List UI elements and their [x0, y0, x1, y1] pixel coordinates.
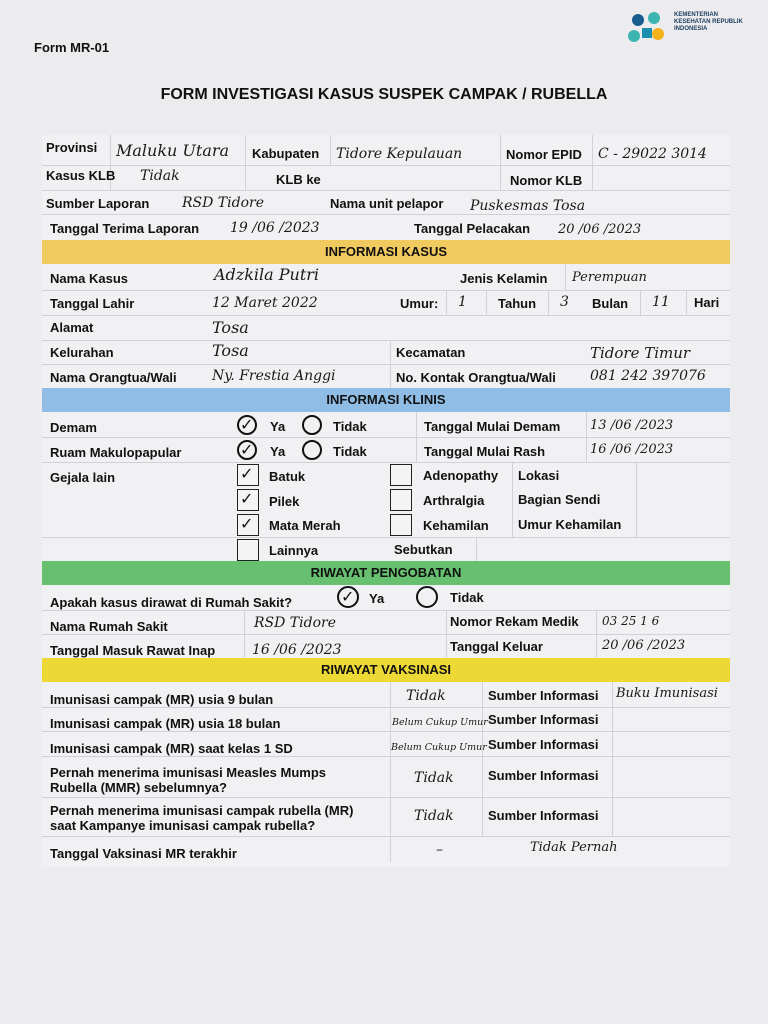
nama-kasus-value: Adzkila Putri	[214, 265, 320, 284]
ruam-label: Ruam Makulopapular	[50, 445, 182, 460]
vaks-kampanye-value: Tidak	[414, 808, 454, 824]
vaks-18-bulan-label: Imunisasi campak (MR) usia 18 bulan	[50, 716, 281, 731]
bagian-sendi-label: Bagian Sendi	[518, 492, 601, 507]
ruam-ya-radio[interactable]	[237, 440, 257, 460]
provinsi-value: Maluku Utara	[116, 141, 230, 160]
tahun-value: 3	[560, 294, 569, 310]
vaks-9-bulan-label: Imunisasi campak (MR) usia 9 bulan	[50, 692, 274, 707]
ruam-tidak-label: Tidak	[333, 444, 367, 459]
demam-tidak-label: Tidak	[333, 419, 367, 434]
form-title: FORM INVESTIGASI KASUS SUSPEK CAMPAK / RUBELLA	[160, 86, 608, 103]
kontak-orangtua-value: 081 242 397076	[590, 368, 706, 384]
vaks-9-bulan-sumber: Buku Imunisasi	[616, 686, 718, 701]
nama-rumah-sakit-value: RSD Tidore	[254, 615, 336, 631]
mata-merah-checkbox[interactable]	[237, 514, 259, 536]
lokasi-label: Lokasi	[518, 468, 560, 483]
epid-label: Nomor EPID	[506, 147, 582, 162]
kasus-klb-label: Kasus KLB	[46, 168, 116, 183]
alamat-value: Tosa	[212, 318, 249, 337]
tanggal-vaksinasi-label: Tanggal Vaksinasi MR terakhir	[50, 846, 237, 861]
lainnya-checkbox[interactable]	[237, 539, 259, 561]
sebutkan-label: Sebutkan	[394, 542, 453, 557]
adenopathy-checkbox[interactable]	[390, 464, 412, 486]
sumber-laporan-label: Sumber Laporan	[46, 196, 150, 211]
form-code: Form MR-01	[34, 40, 110, 55]
ruam-tidak-radio[interactable]	[302, 440, 322, 460]
vaks-18-bulan-value: Belum Cukup Umur	[392, 717, 488, 728]
vaks-kampanye-label-1: Pernah menerima imunisasi campak rubella (MR)	[50, 803, 354, 818]
tanggal-terima-value: 19 /06 /2023	[230, 220, 320, 236]
sumber-informasi-label: Sumber Informasi	[488, 768, 599, 783]
tahun-label: Tahun	[498, 296, 537, 311]
section-informasi-klinis: INFORMASI KLINIS	[42, 388, 730, 412]
demam-ya-label: Ya	[270, 419, 286, 434]
bulan-label: Bulan	[592, 296, 629, 311]
vaks-kelas-1-sd-label: Imunisasi campak (MR) saat kelas 1 SD	[50, 741, 293, 756]
hari-label: Hari	[694, 295, 720, 310]
gejala-lain-label: Gejala lain	[50, 470, 116, 485]
tanggal-pelacakan-label: Tanggal Pelacakan	[414, 221, 531, 236]
tanggal-lahir-label: Tanggal Lahir	[50, 296, 135, 311]
nama-orangtua-label: Nama Orangtua/Wali	[50, 370, 177, 385]
section-informasi-kasus: INFORMASI KASUS	[42, 240, 730, 264]
sumber-informasi-label: Sumber Informasi	[488, 737, 599, 752]
nama-kasus-label: Nama Kasus	[50, 271, 129, 286]
adenopathy-label: Adenopathy	[423, 468, 499, 483]
kemenkes-logo	[624, 8, 744, 52]
dirawat-tidak-label: Tidak	[450, 590, 484, 605]
provinsi-label: Provinsi	[46, 140, 98, 155]
dirawat-ya-label: Ya	[369, 591, 385, 606]
tanggal-mulai-demam-label: Tanggal Mulai Demam	[424, 419, 561, 434]
pilek-checkbox[interactable]	[237, 489, 259, 511]
kecamatan-value: Tidore Timur	[590, 344, 691, 362]
tanggal-vaksinasi-note: Tidak Pernah	[530, 840, 618, 855]
batuk-checkbox[interactable]	[237, 464, 259, 486]
check-mark-icon: ✓	[240, 514, 254, 533]
check-mark-icon: ✓	[240, 415, 254, 434]
check-mark-icon: ✓	[240, 440, 254, 459]
tanggal-mulai-rash-value: 16 /06 /2023	[590, 442, 674, 457]
tanggal-keluar-label: Tanggal Keluar	[450, 639, 543, 654]
tanggal-mulai-demam-value: 13 /06 /2023	[590, 418, 674, 433]
pilek-label: Pilek	[269, 494, 300, 509]
sumber-informasi-label: Sumber Informasi	[488, 712, 599, 727]
kecamatan-label: Kecamatan	[396, 345, 466, 360]
sumber-informasi-label: Sumber Informasi	[488, 688, 599, 703]
epid-value: C - 29022 3014	[598, 146, 707, 162]
tanggal-pelacakan-value: 20 /06 /2023	[558, 222, 642, 237]
bulan-value: 11	[652, 294, 670, 310]
tanggal-masuk-value: 16 /06 /2023	[252, 642, 342, 658]
dirawat-rs-label: Apakah kasus dirawat di Rumah Sakit?	[50, 595, 293, 610]
tanggal-terima-label: Tanggal Terima Laporan	[50, 221, 200, 236]
check-mark-icon: ✓	[240, 464, 254, 483]
klb-ke-label: KLB ke	[276, 172, 321, 187]
unit-pelapor-label: Nama unit pelapor	[330, 196, 444, 211]
rekam-medik-value: 03 25 1 6	[602, 614, 660, 628]
lainnya-label: Lainnya	[269, 543, 319, 558]
section-riwayat-vaksinasi: RIWAYAT VAKSINASI	[42, 658, 730, 682]
section-riwayat-pengobatan: RIWAYAT PENGOBATAN	[42, 561, 730, 585]
nomor-klb-label: Nomor KLB	[510, 173, 583, 188]
vaks-9-bulan-value: Tidak	[406, 688, 446, 704]
dirawat-ya-radio[interactable]	[337, 586, 359, 608]
tanggal-lahir-value: 12 Maret 2022	[212, 295, 318, 311]
demam-tidak-radio[interactable]	[302, 415, 322, 435]
demam-label: Demam	[50, 420, 97, 435]
jenis-kelamin-value: Perempuan	[572, 270, 647, 285]
nama-orangtua-value: Ny. Frestia Anggi	[212, 368, 336, 384]
mata-merah-label: Mata Merah	[269, 518, 341, 533]
vaks-mmr-label-2: Rubella (MMR) sebelumnya?	[50, 780, 227, 795]
kasus-klb-value: Tidak	[140, 168, 180, 184]
umur-value: 1	[458, 294, 467, 310]
kontak-orangtua-label: No. Kontak Orangtua/Wali	[396, 370, 556, 385]
sumber-informasi-label: Sumber Informasi	[488, 808, 599, 823]
logo-text: KEMENTERIAN KESEHATAN REPUBLIK INDONESIA	[674, 12, 743, 32]
umur-label: Umur:	[400, 296, 439, 311]
tanggal-keluar-value: 20 /06 /2023	[602, 638, 686, 653]
tanggal-mulai-rash-label: Tanggal Mulai Rash	[424, 444, 546, 459]
check-mark-icon: ✓	[341, 587, 355, 606]
arthralgia-checkbox[interactable]	[390, 489, 412, 511]
nama-rumah-sakit-label: Nama Rumah Sakit	[50, 619, 168, 634]
arthralgia-label: Arthralgia	[423, 493, 485, 508]
tanggal-masuk-label: Tanggal Masuk Rawat Inap	[50, 643, 216, 658]
vaks-mmr-label-1: Pernah menerima imunisasi Measles Mumps	[50, 765, 326, 780]
kehamilan-label: Kehamilan	[423, 518, 489, 533]
vaks-mmr-value: Tidak	[414, 770, 454, 786]
ruam-ya-label: Ya	[270, 444, 286, 459]
dirawat-tidak-radio[interactable]	[416, 586, 438, 608]
vaks-kelas-1-sd-value: Belum Cukup Umur	[391, 742, 487, 753]
umur-kehamilan-label: Umur Kehamilan	[518, 517, 622, 532]
kehamilan-checkbox[interactable]	[390, 514, 412, 536]
kelurahan-label: Kelurahan	[50, 345, 114, 360]
sumber-laporan-value: RSD Tidore	[182, 195, 264, 211]
kabupaten-label: Kabupaten	[252, 146, 320, 161]
check-mark-icon: ✓	[240, 489, 254, 508]
batuk-label: Batuk	[269, 469, 306, 484]
kabupaten-value: Tidore Kepulauan	[336, 146, 463, 162]
rekam-medik-label: Nomor Rekam Medik	[450, 614, 579, 629]
vaks-kampanye-label-2: saat Kampanye imunisasi campak rubella?	[50, 818, 316, 833]
demam-ya-radio[interactable]	[237, 415, 257, 435]
tanggal-vaksinasi-value: –	[436, 842, 443, 858]
alamat-label: Alamat	[50, 320, 94, 335]
kemenkes-logo-icon	[624, 8, 670, 52]
unit-pelapor-value: Puskesmas Tosa	[470, 198, 586, 214]
kelurahan-value: Tosa	[212, 341, 249, 360]
jenis-kelamin-label: Jenis Kelamin	[460, 271, 548, 286]
